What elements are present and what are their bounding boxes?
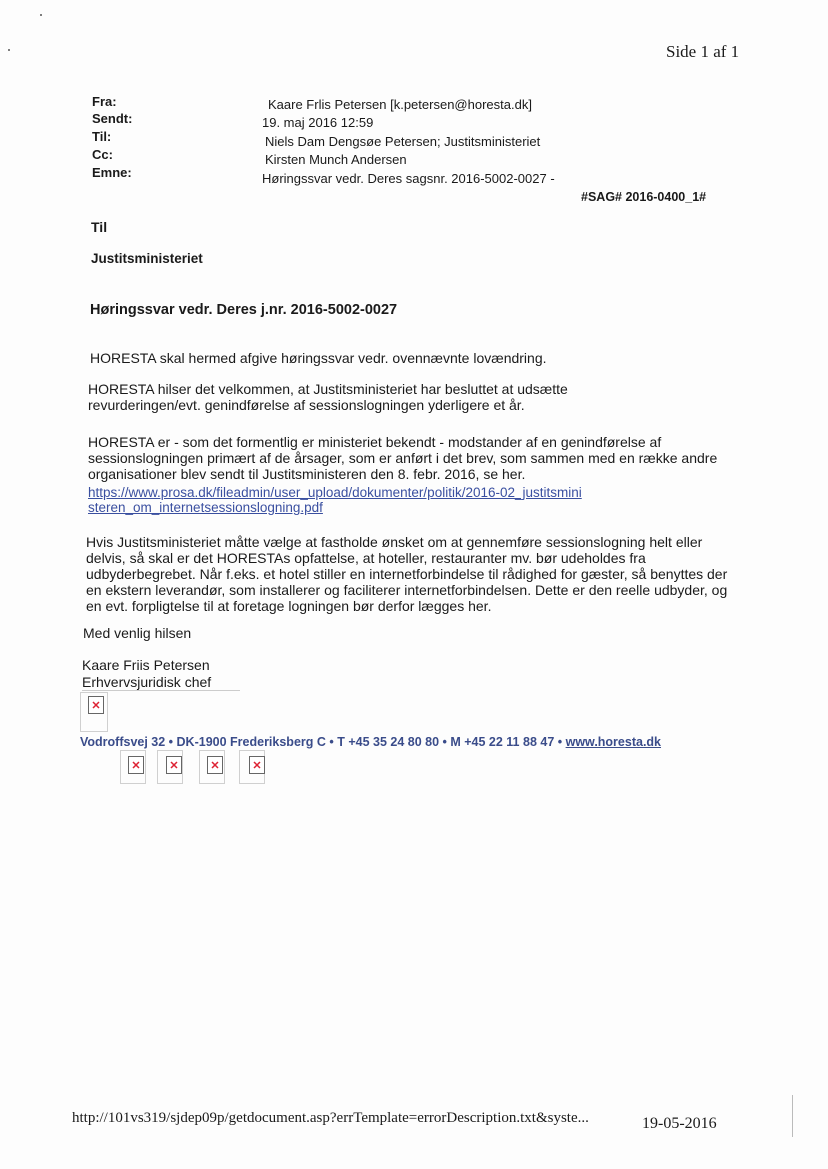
signature-title: Erhvervsjuridisk chef <box>82 674 212 690</box>
paragraph-2: HORESTA hilser det velkommen, at Justitsministeriet har besluttet at udsætte revurderingen/evt. genindførelse af sessionslogningen yderligere et år. <box>88 381 568 413</box>
broken-image-icon[interactable] <box>207 756 223 774</box>
from-value: Kaare Frlis Petersen [k.petersen@horesta.dk] <box>268 97 532 112</box>
subject-label: Emne: <box>92 165 132 180</box>
paragraph-4: Hvis Justitsministeriet måtte vælge at fastholde ønsket om at gennemføre sessionslogning helt eller delvis, så skal er det HORESTAs opfattelse, at hoteller, restauranter mv. bør udeholdes fra udbyderbegrebet. Når f.eks. et hotel stiller en internetforbindelse til rådighed for gæster, så benyttes der en ekstern leverandør, som installerer og faciliterer internetforbindelsen. Dette er den reelle udbyder, og en evt. forpligtelse til at foretage logningen bør derfor lægges her. <box>86 534 728 614</box>
website-link[interactable]: www.horesta.dk <box>565 735 662 749</box>
broken-image-icon <box>88 696 104 714</box>
footer-date: 19-05-2016 <box>642 1115 717 1132</box>
to-value: Niels Dam Dengsøe Petersen; Justitsministeriet <box>265 134 541 149</box>
broken-image-icon[interactable] <box>166 756 182 774</box>
address-text: Vodroffsvej 32 • DK-1900 Frederiksberg C • T +45 35 24 80 80 • M +45 22 11 88 47 • <box>80 735 563 749</box>
closing: Med venlig hilsen <box>83 625 192 641</box>
signature-divider <box>82 690 240 691</box>
salutation: Til <box>91 219 108 235</box>
paragraph-1: HORESTA skal hermed afgive høringssvar vedr. ovennævnte lovændring. <box>90 350 547 366</box>
scan-speck <box>8 49 10 51</box>
from-label: Fra: <box>92 94 117 109</box>
to-label: Til: <box>92 129 112 144</box>
sag-reference: #SAG# 2016-0400_1# <box>581 190 707 204</box>
footer-url: http://101vs319/sjdep09p/getdocument.asp?errTemplate=errorDescription.txt&syste... <box>72 1110 589 1126</box>
scan-edge-mark <box>792 1095 793 1137</box>
signature-name: Kaare Friis Petersen <box>82 657 210 673</box>
cc-label: Cc: <box>92 147 113 162</box>
letter-subject: Høringssvar vedr. Deres j.nr. 2016-5002-0027 <box>90 302 398 318</box>
cc-value: Kirsten Munch Andersen <box>265 152 407 167</box>
page-number: Side 1 af 1 <box>666 42 740 61</box>
prosa-pdf-link[interactable]: https://www.prosa.dk/fileadmin/user_upload/dokumenter/politik/2016-02_justitsministeren_om_internetsessionslogning.pdf <box>88 485 582 515</box>
recipient: Justitsministeriet <box>91 251 203 266</box>
paragraph-3: HORESTA er - som det formentlig er ministeriet bekendt - modstander af en genindførelse af sessionslogningen primært af de årsager, som er anført i det brev, som sammen med en række andre organisationer blev sendt til Justitsministeren den 8. febr. 2016, se her. <box>88 434 718 482</box>
sent-label: Sendt: <box>92 111 133 126</box>
sent-value: 19. maj 2016 12:59 <box>262 115 374 130</box>
broken-image-icon[interactable] <box>128 756 144 774</box>
broken-image-icon[interactable] <box>249 756 265 774</box>
company-address <box>80 735 661 749</box>
scan-speck <box>40 14 42 16</box>
subject-value: Høringssvar vedr. Deres sagsnr. 2016-5002-0027 - <box>262 171 555 186</box>
